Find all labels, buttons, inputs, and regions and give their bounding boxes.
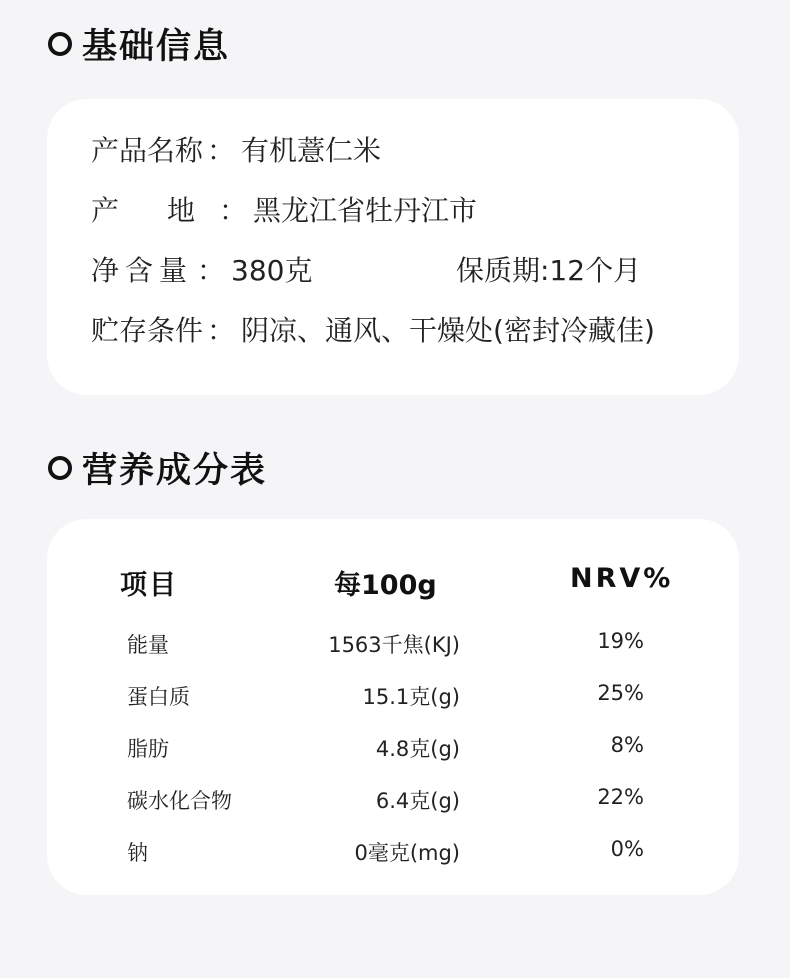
header-nrv: NRV% xyxy=(570,563,674,594)
table-row xyxy=(47,725,739,765)
nutrient-value: 0毫克(mg) xyxy=(354,841,460,865)
product-name-value: 有机薏仁米 xyxy=(241,134,382,167)
nutrient-name: 能量 xyxy=(127,633,169,657)
origin-label-char-1: 产 xyxy=(91,194,120,227)
product-name-sep: ： xyxy=(207,134,236,167)
net-weight-sep: ： xyxy=(197,254,226,287)
storage-sep: ： xyxy=(207,314,236,347)
nutrient-value: 4.8克(g) xyxy=(375,737,460,761)
nutrient-name: 碳水化合物 xyxy=(127,789,232,813)
basic-info-card xyxy=(47,99,739,395)
nutrient-nrv: 0% xyxy=(610,837,644,861)
origin-line xyxy=(91,193,477,229)
storage-value: 阴凉、通风、干燥处(密封冷藏佳) xyxy=(241,314,655,347)
origin-label-char-2: 地 xyxy=(167,194,196,227)
basic-info-heading xyxy=(48,16,230,72)
nutrient-value: 1563千焦(KJ) xyxy=(328,633,460,657)
basic-info-title: 基础信息 xyxy=(82,27,231,67)
table-row xyxy=(47,829,739,869)
header-item: 项目 xyxy=(120,570,178,601)
storage-line xyxy=(91,313,655,349)
nutrition-title: 营养成分表 xyxy=(82,451,268,491)
table-row xyxy=(47,621,739,661)
origin-value: 黑龙江省牡丹江市 xyxy=(253,194,478,227)
net-weight-label: 净含量 xyxy=(91,254,194,287)
nutrient-nrv: 25% xyxy=(597,681,644,705)
nutrient-value: 15.1克(g) xyxy=(362,685,460,709)
nutrition-table-card xyxy=(47,519,739,895)
net-weight-line xyxy=(91,253,642,289)
nutrient-nrv: 19% xyxy=(597,629,644,653)
nutrient-nrv: 8% xyxy=(610,733,644,757)
storage-label: 贮存条件 xyxy=(91,314,204,347)
nutrient-name: 蛋白质 xyxy=(127,685,190,709)
nutrient-name: 钠 xyxy=(127,841,148,865)
nutrient-name: 脂肪 xyxy=(127,737,169,761)
table-row xyxy=(47,673,739,713)
origin-sep: ： xyxy=(219,194,248,227)
origin-label xyxy=(91,193,215,229)
nutrition-heading xyxy=(48,440,267,496)
shelf-life: 保质期:12个月 xyxy=(456,254,642,287)
header-per-100g: 每100g xyxy=(334,570,437,601)
circle-icon xyxy=(48,456,72,480)
circle-icon xyxy=(48,32,72,56)
product-name-line xyxy=(91,133,381,169)
table-row xyxy=(47,777,739,817)
nutrient-nrv: 22% xyxy=(597,785,644,809)
product-name-label: 产品名称 xyxy=(91,134,204,167)
net-weight-value: 380克 xyxy=(231,254,313,287)
nutrient-value: 6.4克(g) xyxy=(375,789,460,813)
